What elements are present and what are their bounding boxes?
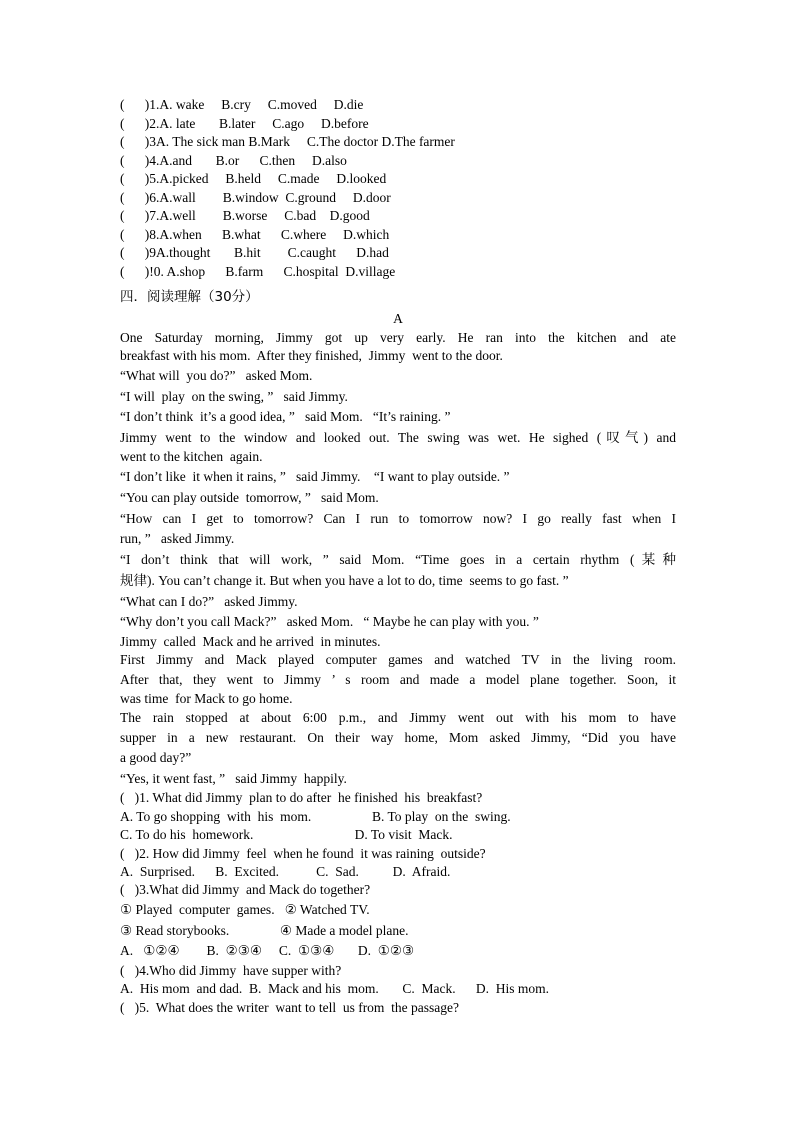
passage-line: After that, they went to Jimmy ’ s room and made a model plane together. Soon, it — [120, 672, 676, 687]
passage-line: run, ” asked Jimmy. — [120, 531, 235, 546]
question-option-line: C. To do his homework. D. To visit Mack. — [120, 827, 453, 842]
question-line: ( )5. What does the writer want to tell us from the passage? — [120, 1000, 460, 1015]
cloze-option-5: ( )5.A.picked B.held C.made D.looked — [120, 171, 387, 186]
question-line: ( )3.What did Jimmy and Mack do together? — [120, 882, 371, 897]
cloze-option-8: ( )8.A.when B.what C.where D.which — [120, 227, 390, 242]
question-line: ( )1. What did Jimmy plan to do after he finished his breakfast? — [120, 790, 483, 805]
passage-line: “I don’t like it when it rains, ” said Jimmy. “I want to play outside. ” — [120, 469, 510, 484]
passage-line: “What can I do?” asked Jimmy. — [120, 594, 298, 609]
cloze-option-7: ( )7.A.well B.worse C.bad D.good — [120, 208, 370, 223]
cloze-option-1: ( )1.A. wake B.cry C.moved D.die — [120, 97, 364, 112]
passage-line: was time for Mack to go home. — [120, 691, 293, 706]
question-option-line: A. His mom and dad. B. Mack and his mom. C. Mack. D. His mom. — [120, 981, 549, 996]
question-line: ( )4.Who did Jimmy have supper with? — [120, 963, 342, 978]
passage-line: a good day?” — [120, 750, 192, 765]
passage-line: “How can I get to tomorrow? Can I run to tomorrow now? I go really fast when I — [120, 511, 676, 526]
passage-line: “Yes, it went fast, ” said Jimmy happily. — [120, 771, 347, 786]
cloze-option-4: ( )4.A.and B.or C.then D.also — [120, 153, 347, 168]
question-line: ( )2. How did Jimmy feel when he found it was raining outside? — [120, 846, 486, 861]
cloze-option-6: ( )6.A.wall B.window C.ground D.door — [120, 190, 391, 205]
passage-line: went to the kitchen again. — [120, 449, 263, 464]
passage-label: A — [393, 311, 403, 326]
passage-line: “I don’t think it’s a good idea, ” said Mom. “It’s raining. ” — [120, 409, 451, 424]
passage-line: The rain stopped at about 6:00 p.m., and Jimmy went out with his mom to have — [120, 710, 676, 725]
question-option-line: A. Surprised. B. Excited. C. Sad. D. Afraid. — [120, 864, 451, 879]
passage-line: First Jimmy and Mack played computer games and watched TV in the living room. — [120, 652, 676, 667]
question-option-line: A. ①②④ B. ②③④ C. ①③④ D. ①②③ — [120, 943, 415, 958]
passage-line: “What will you do?” asked Mom. — [120, 368, 313, 383]
cloze-option-2: ( )2.A. late B.later C.ago D.before — [120, 116, 369, 131]
passage-line: “You can play outside tomorrow, ” said Mom. — [120, 490, 379, 505]
passage-line: “Why don’t you call Mack?” asked Mom. “ Maybe he can play with you. ” — [120, 614, 539, 629]
passage-line: Jimmy called Mack and he arrived in minutes. — [120, 634, 381, 649]
question-option-line: ③ Read storybooks. ④ Made a model plane. — [120, 923, 409, 938]
passage-line: 规律). You can’t change it. But when you have a lot to do, time seems to go fast. ” — [120, 573, 569, 588]
passage-line: “I don’t think that will work, ” said Mom. “Time goes in a certain rhythm (某种 — [120, 552, 676, 567]
question-option-line: ① Played computer games. ② Watched TV. — [120, 902, 370, 917]
passage-line: breakfast with his mom. After they finished, Jimmy went to the door. — [120, 348, 503, 363]
cloze-option-9: ( )9A.thought B.hit C.caught D.had — [120, 245, 389, 260]
cloze-option-3: ( )3A. The sick man B.Mark C.The doctor D.The farmer — [120, 134, 455, 149]
section-title: 四．阅读理解（30分） — [120, 289, 259, 305]
passage-line: supper in a new restaurant. On their way home, Mom asked Jimmy, “Did you have — [120, 730, 676, 745]
passage-line: One Saturday morning, Jimmy got up very early. He ran into the kitchen and ate — [120, 330, 676, 345]
passage-line: “I will play on the swing, ” said Jimmy. — [120, 389, 348, 404]
question-option-line: A. To go shopping with his mom. B. To play on the swing. — [120, 809, 511, 824]
passage-line: Jimmy went to the window and looked out. The swing was wet. He sighed (叹气) and — [120, 430, 676, 445]
cloze-option-10: ( )!0. A.shop B.farm C.hospital D.village — [120, 264, 396, 279]
